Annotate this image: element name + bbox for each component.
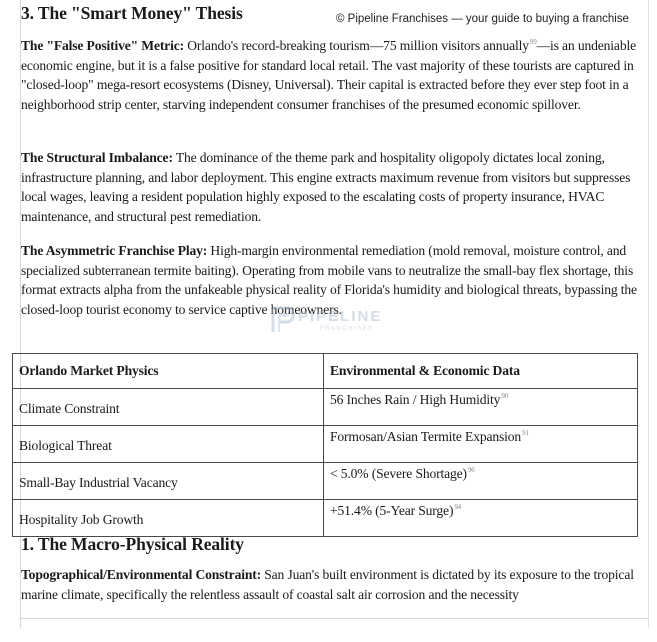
table-cell-factor: Climate Constraint xyxy=(13,389,324,426)
table-cell-factor: Hospitality Job Growth xyxy=(13,500,324,537)
table-header-factor: Orlando Market Physics xyxy=(13,354,324,389)
paragraph-label: The "False Positive" Metric: xyxy=(21,38,185,53)
paragraph-topographical xyxy=(21,565,645,604)
table-cell-data xyxy=(324,389,638,426)
paragraph-label: Topographical/Environmental Constraint: xyxy=(21,567,262,582)
table-cell-data xyxy=(324,500,638,537)
table-row xyxy=(13,389,638,426)
paragraph-label: The Structural Imbalance: xyxy=(21,150,173,165)
table-cell-data xyxy=(324,426,638,463)
footnote-ref: 94 xyxy=(454,503,462,511)
copyright-notice: © Pipeline Franchises — your guide to buying a franchise xyxy=(336,13,629,25)
footnote-ref: 90 xyxy=(501,392,509,400)
paragraph-text: San Juan's built environment is dictated by its exposure to the tropical marine climate, specifically the relentless assault of coastal salt air corrosion and the necessity xyxy=(21,567,634,602)
paragraph-asymmetric-play xyxy=(21,241,645,319)
paragraph-text-continued: —is an undeniable economic engine, but it is a false positive for standard local retail. The vast majority of these tourists are captured in "closed-loop" mega-resort ecosystems (Disney, Universal). Their capital is extracted before they ever step foot in a neighborhood strip center, starving independent consumer franchises of the presumed economic spillover. xyxy=(21,38,636,112)
paragraph-text: High-margin environmental remediation (mold removal, moisture control, and specialized subterranean termite baiting). Operating from mobile vans to neutralize the small-bay flex shortage, this format extracts alpha from the unfakeable physical reality of Florida's humidity and biological threats, bypassing the closed-loop tourist economy to service captive homeowners. xyxy=(21,243,637,317)
table-row xyxy=(13,426,638,463)
table-cell-data xyxy=(324,463,638,500)
cell-value: 56 Inches Rain / High Humidity xyxy=(330,392,501,407)
table-cell-factor: Biological Threat xyxy=(13,426,324,463)
market-physics-table xyxy=(12,353,638,537)
paragraph-structural-imbalance xyxy=(21,148,645,226)
right-margin-rule xyxy=(648,0,649,628)
watermark-word: PIPELINE xyxy=(298,308,383,325)
cell-value: < 5.0% (Severe Shortage) xyxy=(330,466,467,481)
paragraph-label: The Asymmetric Franchise Play: xyxy=(21,243,208,258)
table-row xyxy=(13,500,638,537)
cell-value: Formosan/Asian Termite Expansion xyxy=(330,429,522,444)
paragraph-text: Orlando's record-breaking tourism—75 million visitors annually xyxy=(184,38,529,53)
cell-value: +51.4% (5-Year Surge) xyxy=(330,503,454,518)
paragraph-text: The dominance of the theme park and hospitality oligopoly dictates local zoning, infrastructure planning, and labor deployment. This engine extracts maximum revenue from visitors but suppresses local wages, leaving a resident population highly exposed to the escalating costs of property insurance, HVAC maintenance, and structural pest remediation. xyxy=(21,150,631,224)
table-header-data: Environmental & Economic Data xyxy=(324,354,638,389)
table-header-row xyxy=(13,354,638,389)
table-row xyxy=(13,463,638,500)
next-section-title: 1. The Macro-Physical Reality xyxy=(21,534,244,554)
footnote-ref: 91 xyxy=(522,429,529,437)
table-cell-factor: Small-Bay Industrial Vacancy xyxy=(13,463,324,500)
watermark-subword: FRANCHISES xyxy=(320,326,374,332)
section-title: 3. The "Smart Money" Thesis xyxy=(21,3,243,23)
footnote-ref: 99 xyxy=(529,38,537,46)
footnote-ref: 96 xyxy=(467,466,475,474)
paragraph-false-positive xyxy=(21,36,645,114)
bottom-margin-rule xyxy=(20,618,648,619)
